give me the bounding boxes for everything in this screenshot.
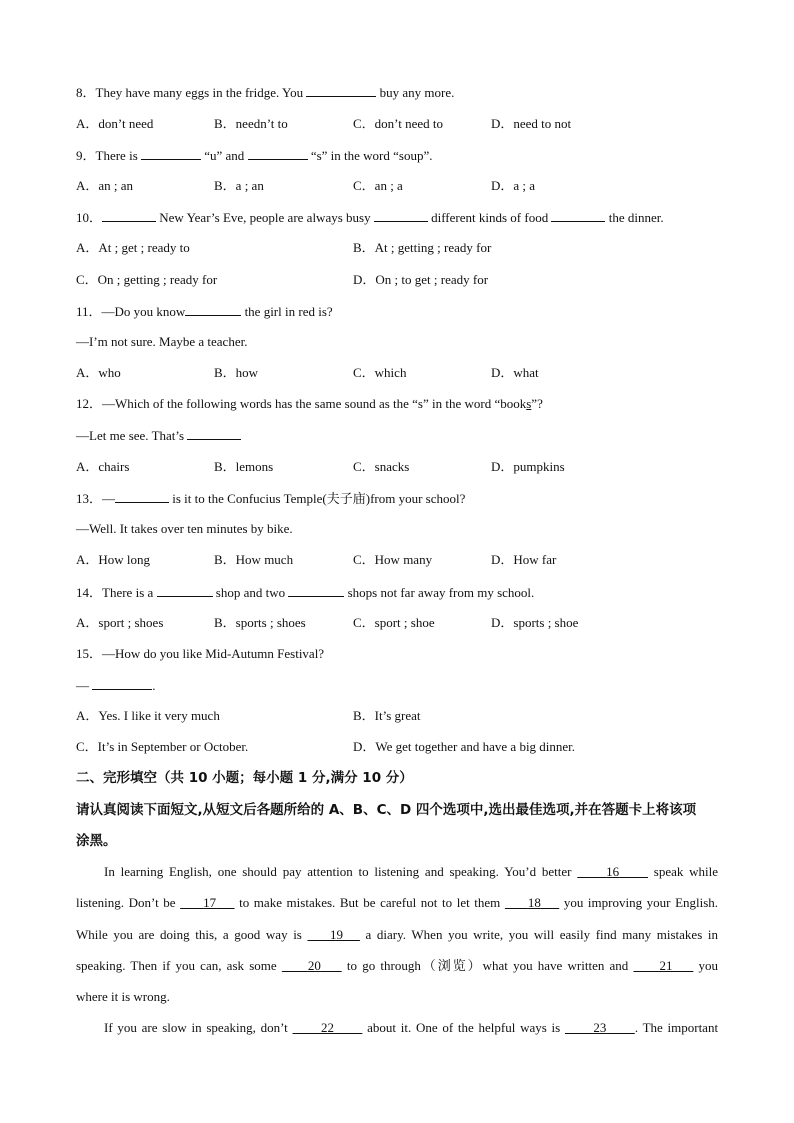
answer-blank[interactable] — [141, 147, 201, 160]
passage-text: a diary. When you write, you will easily find many mistakes in — [365, 927, 718, 942]
blank-number: 22 — [320, 1020, 334, 1035]
question-number: 9． — [76, 148, 96, 163]
passage-text: In learning English, one should pay attention to listening and speaking. You’d better — [104, 864, 572, 879]
passage-text: If you are slow in speaking, don’t — [104, 1020, 288, 1035]
answer-blank[interactable] — [185, 303, 241, 316]
question-number: 8． — [76, 85, 96, 100]
section-instructions: 请认真阅读下面短文,从短文后各题所给的 A、B、C、D 四个选项中,选出最佳选项,并在答题卡上将该项 — [76, 802, 697, 818]
answer-text: —Let me see. That’s — [76, 428, 185, 443]
question-text: —Which of the following words has the same sound as the “s” in the word “book — [102, 396, 527, 411]
dialogue-answer: —I’m not sure. Maybe a teacher. — [76, 334, 248, 349]
question-number: 10． — [76, 210, 103, 225]
option-c[interactable]: C．which — [353, 365, 407, 380]
option-c[interactable]: C．sport ; shoe — [353, 615, 435, 630]
passage-line — [76, 927, 718, 943]
passage-text: you improving your English. — [563, 895, 719, 910]
question-number: 12． — [76, 396, 103, 411]
question-text: They have many eggs in the fridge. You — [95, 85, 304, 100]
passage-text: to go through（浏览）what you have written and — [346, 958, 629, 973]
cloze-blank-16[interactable] — [577, 864, 648, 879]
question-11 — [76, 303, 333, 320]
option-b[interactable]: B．needn’t to — [214, 116, 288, 131]
option-b[interactable]: B．At ; getting ; ready for — [353, 240, 492, 255]
answer-blank[interactable] — [92, 677, 152, 690]
question-text: There is — [95, 148, 138, 163]
option-b[interactable]: B．a ; an — [214, 178, 264, 193]
question-text: the girl in red is? — [244, 304, 333, 319]
question-12 — [76, 396, 543, 412]
option-d[interactable]: D．We get together and have a big dinner. — [353, 739, 576, 754]
option-d[interactable]: D．How far — [491, 552, 557, 567]
answer-blank[interactable] — [248, 147, 308, 160]
option-a[interactable]: A．who — [76, 365, 121, 380]
option-b[interactable]: B．lemons — [214, 459, 274, 474]
question-text: buy any more. — [379, 85, 455, 100]
blank-number: 20 — [307, 958, 321, 973]
option-b[interactable]: B．how — [214, 365, 259, 380]
option-a[interactable]: A．an ; an — [76, 178, 134, 193]
passage-text: While you are doing this, a good way is — [76, 927, 302, 942]
question-text: the dinner. — [608, 210, 664, 225]
answer-blank[interactable] — [374, 209, 428, 222]
passage-text: . The important — [634, 1020, 719, 1035]
question-9 — [76, 147, 432, 164]
option-a[interactable]: A．At ; get ; ready to — [76, 240, 190, 255]
option-a[interactable]: A．chairs — [76, 459, 130, 474]
question-8 — [76, 84, 454, 101]
question-text: There is a — [102, 585, 154, 600]
underlined-letter: s — [526, 396, 532, 411]
option-c[interactable]: C．How many — [353, 552, 433, 567]
blank-number: 18 — [527, 895, 541, 910]
option-d[interactable]: D．what — [491, 365, 539, 380]
question-number: 13． — [76, 491, 103, 506]
blank-number: 17 — [203, 895, 217, 910]
cloze-blank-21[interactable] — [634, 958, 694, 973]
passage-line — [76, 864, 718, 880]
question-number: 15． — [76, 646, 103, 661]
option-a[interactable]: A．Yes. I like it very much — [76, 708, 220, 723]
passage-text: listening. Don’t be — [76, 895, 176, 910]
option-a[interactable]: A．How long — [76, 552, 151, 567]
passage-text: you — [698, 958, 719, 973]
section-title: 二、完形填空（共 10 小题；每小题 1 分,满分 10 分） — [76, 770, 413, 786]
option-c[interactable]: C．snacks — [353, 459, 410, 474]
cloze-blank-17[interactable] — [180, 895, 234, 910]
passage-line — [76, 958, 718, 974]
answer-text: . — [152, 678, 156, 693]
option-b[interactable]: B．It’s great — [353, 708, 421, 723]
cloze-blank-20[interactable] — [282, 958, 342, 973]
answer-blank[interactable] — [187, 427, 241, 440]
passage-line — [76, 1020, 718, 1036]
answer-blank[interactable] — [288, 584, 344, 597]
option-d[interactable]: D．sports ; shoe — [491, 615, 579, 630]
option-d[interactable]: D．need to not — [491, 116, 572, 131]
question-text: different kinds of food — [431, 210, 549, 225]
option-c[interactable]: C．On ; getting ; ready for — [76, 272, 218, 287]
cloze-blank-23[interactable] — [565, 1020, 635, 1035]
option-d[interactable]: D．pumpkins — [491, 459, 565, 474]
question-10 — [76, 209, 664, 226]
question-14 — [76, 584, 534, 601]
question-text: ”? — [531, 396, 543, 411]
passage-text: speak while — [653, 864, 719, 879]
question-text: “u” and — [204, 148, 245, 163]
blank-number: 19 — [330, 927, 343, 942]
question-15 — [76, 646, 324, 662]
cloze-blank-19[interactable] — [308, 927, 360, 942]
question-text: shops not far away from my school. — [347, 585, 535, 600]
option-b[interactable]: B．sports ; shoes — [214, 615, 306, 630]
answer-blank[interactable] — [306, 84, 376, 97]
question-number: 11． — [76, 304, 102, 319]
dialogue-answer — [76, 677, 156, 694]
option-d[interactable]: D．a ; a — [491, 178, 536, 193]
passage-line: where it is wrong. — [76, 989, 170, 1004]
question-number: 14． — [76, 585, 103, 600]
question-text: — — [102, 491, 116, 506]
question-text: New Year’s Eve, people are always busy — [159, 210, 371, 225]
option-c[interactable]: C．don’t need to — [353, 116, 444, 131]
answer-blank[interactable] — [551, 209, 605, 222]
question-text: shop and two — [215, 585, 286, 600]
passage-text: to make mistakes. But be careful not to let them — [239, 895, 501, 910]
answer-text: — — [76, 678, 89, 693]
option-d[interactable]: D．On ; to get ; ready for — [353, 272, 489, 287]
passage-line — [76, 895, 718, 911]
question-text: is it to the Confucius Temple(夫子庙)from your school? — [172, 491, 466, 506]
option-a[interactable]: A．sport ; shoes — [76, 615, 164, 630]
blank-number: 23 — [593, 1020, 607, 1035]
answer-blank[interactable] — [102, 209, 156, 222]
blank-number: 21 — [659, 958, 673, 973]
answer-blank[interactable] — [115, 490, 169, 503]
blank-number: 16 — [606, 864, 620, 879]
option-b[interactable]: B．How much — [214, 552, 294, 567]
option-c[interactable]: C．It’s in September or October. — [76, 739, 249, 754]
question-text: —Do you know — [101, 304, 186, 319]
answer-blank[interactable] — [157, 584, 213, 597]
cloze-blank-18[interactable] — [505, 895, 559, 910]
dialogue-answer — [76, 427, 241, 444]
question-text: —How do you like Mid-Autumn Festival? — [102, 646, 325, 661]
option-c[interactable]: C．an ; a — [353, 178, 403, 193]
question-13 — [76, 490, 465, 507]
section-instructions: 涂黑。 — [76, 833, 117, 849]
cloze-blank-22[interactable] — [293, 1020, 363, 1035]
option-a[interactable]: A．don’t need — [76, 116, 154, 131]
passage-text: about it. One of the helpful ways is — [367, 1020, 561, 1035]
passage-text: speaking. Then if you can, ask some — [76, 958, 277, 973]
dialogue-answer: —Well. It takes over ten minutes by bike. — [76, 521, 293, 536]
question-text: “s” in the word “soup”. — [310, 148, 433, 163]
